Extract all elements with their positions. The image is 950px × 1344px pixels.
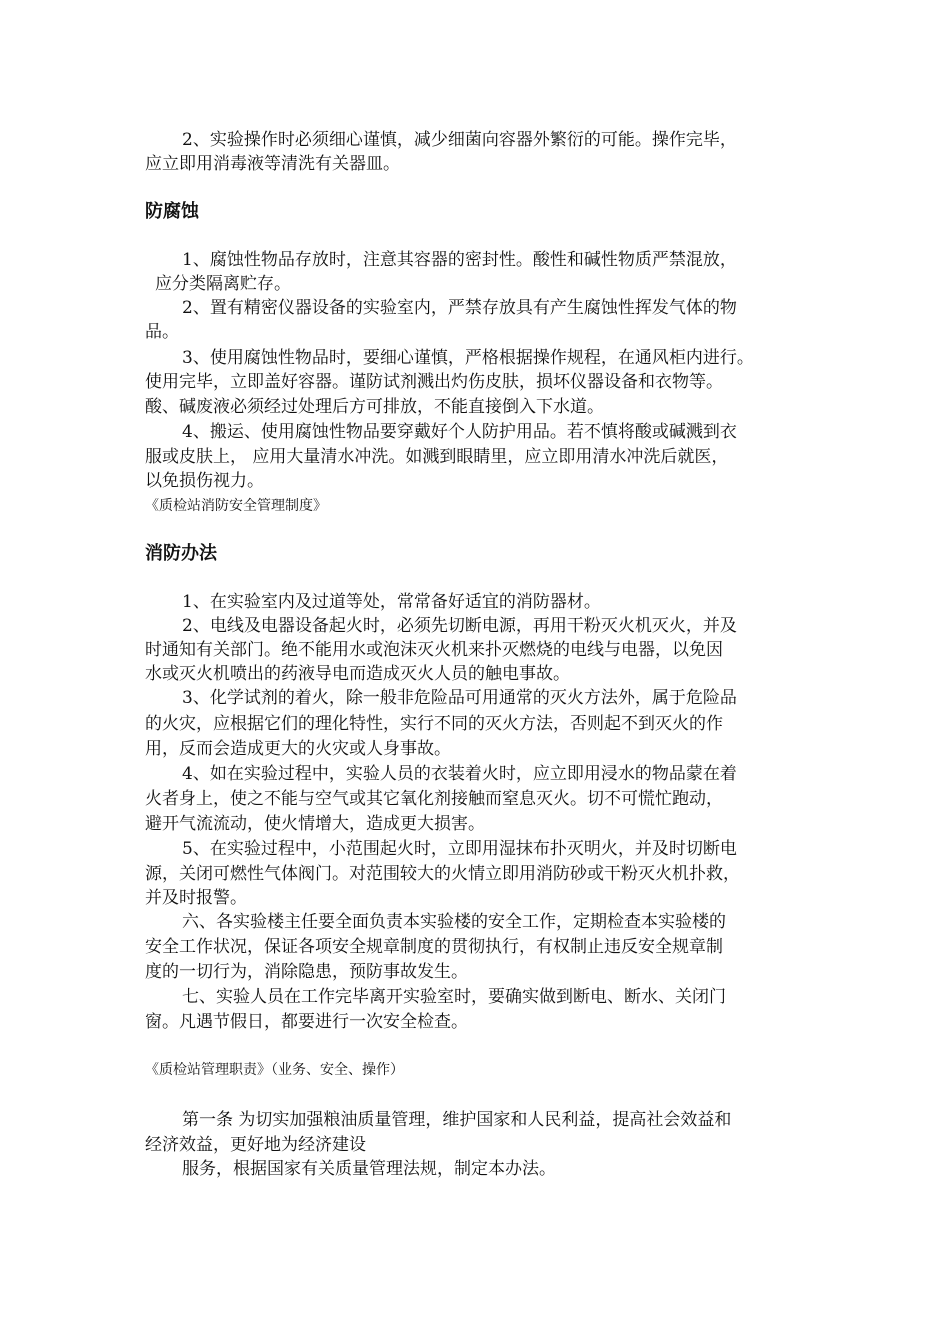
text-line: 1、腐蚀性物品存放时，注意其容器的密封性。酸性和碱性物质严禁混放，	[182, 250, 737, 270]
text-line: 的火灾，应根据它们的理化特性，实行不同的灭火方法，否则起不到灭火的作	[145, 714, 723, 734]
section-heading-fire: 消防办法	[145, 543, 217, 564]
text-line: 并及时报警。	[145, 888, 247, 908]
text-line: 火者身上，使之不能与空气或其它氧化剂接触而窒息灭火。切不可慌忙跑动，	[145, 789, 723, 809]
text-line: 3、使用腐蚀性物品时，要细心谨慎，严格根据操作规程，在通风柜内进行。	[182, 348, 754, 368]
text-line: 2、置有精密仪器设备的实验室内，严禁存放具有产生腐蚀性挥发气体的物	[182, 298, 737, 318]
text-line: 4、搬运、使用腐蚀性物品要穿戴好个人防护用品。若不慎将酸或碱溅到衣	[182, 422, 737, 442]
text-line: 使用完毕，立即盖好容器。谨防试剂溅出灼伤皮肤，损坏仪器设备和衣物等。	[145, 372, 723, 392]
text-line: 安全工作状况，保证各项安全规章制度的贯彻执行，有权制止违反安全规章制	[145, 937, 723, 957]
text-line: 2、电线及电器设备起火时，必须先切断电源，再用干粉灭火机灭火，并及	[182, 616, 737, 636]
text-line: 水或灭火机喷出的药液导电而造成灭火人员的触电事故。	[145, 664, 570, 684]
text-line: 应分类隔离贮存。	[155, 274, 291, 294]
text-line: 七、实验人员在工作完毕离开实验室时，要确实做到断电、断水、关闭门	[182, 987, 726, 1007]
text-line: 时通知有关部门。绝不能用水或泡沫灭火机来扑灭燃烧的电线与电器，以免因	[145, 640, 723, 660]
text-line: 应立即用消毒液等清洗有关器皿。	[145, 154, 400, 174]
text-line: 避开气流流动，使火情增大，造成更大损害。	[145, 814, 485, 834]
text-line: 用，反而会造成更大的火灾或人身事故。	[145, 739, 451, 759]
section-heading-corrosion: 防腐蚀	[145, 201, 199, 222]
document-title: 《质检站消防安全管理制度》	[145, 498, 327, 514]
text-line: 2、实验操作时必须细心谨慎，减少细菌向容器外繁衍的可能。操作完毕，	[182, 130, 737, 150]
text-line: 酸、碱废液必须经过处理后方可排放，不能直接倒入下水道。	[145, 397, 604, 417]
text-line: 品。	[145, 322, 179, 342]
text-line: 窗。凡遇节假日，都要进行一次安全检查。	[145, 1012, 468, 1032]
text-line: 4、如在实验过程中，实验人员的衣装着火时，应立即用浸水的物品蒙在着	[182, 764, 737, 784]
text-line: 5、在实验过程中，小范围起火时，立即用湿抹布扑灭明火，并及时切断电	[182, 839, 737, 859]
text-line: 服或皮肤上， 应用大量清水冲洗。如溅到眼睛里，应立即用清水冲洗后就医，	[145, 447, 729, 467]
text-line: 六、各实验楼主任要全面负责本实验楼的安全工作，定期检查本实验楼的	[182, 912, 726, 932]
text-line: 经济效益，更好地为经济建设	[145, 1135, 366, 1155]
text-line: 度的一切行为，消除隐患，预防事故发生。	[145, 962, 468, 982]
text-line: 1、在实验室内及过道等处，常常备好适宜的消防器材。	[182, 592, 601, 612]
text-line: 以免损伤视力。	[145, 471, 264, 491]
text-line: 服务，根据国家有关质量管理法规，制定本办法。	[182, 1159, 556, 1179]
document-title: 《质检站管理职责》（业务、安全、操作）	[145, 1062, 404, 1078]
text-line: 源，关闭可燃性气体阀门。对范围较大的火情立即用消防砂或干粉灭火机扑救，	[145, 864, 740, 884]
text-line: 3、化学试剂的着火，除一般非危险品可用通常的灭火方法外，属于危险品	[182, 688, 737, 708]
text-line: 第一条 为切实加强粮油质量管理，维护国家和人民利益，提高社会效益和	[182, 1110, 732, 1130]
